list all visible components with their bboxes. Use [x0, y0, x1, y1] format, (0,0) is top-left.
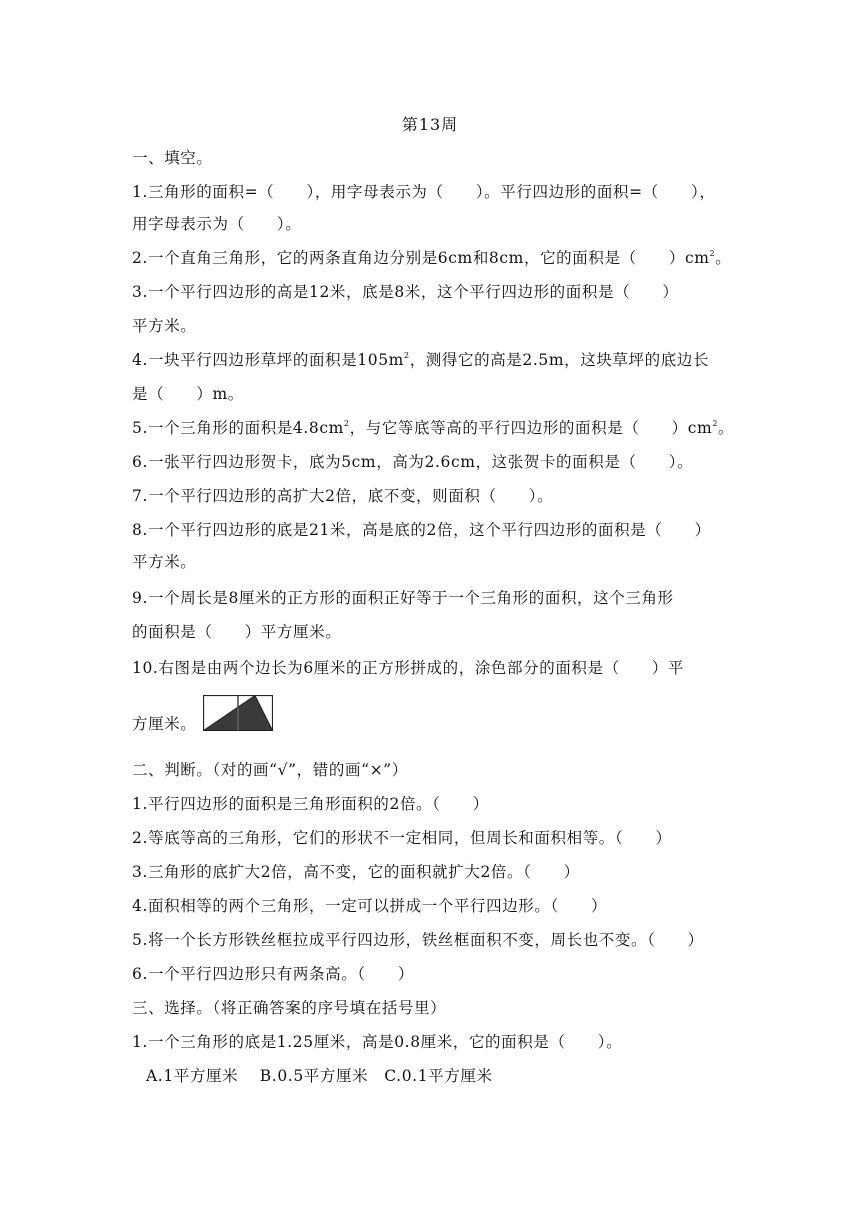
fill-q2	[132, 246, 731, 268]
fill-q5-c: 。	[718, 419, 735, 437]
fill-q3-line1: 3.一个平行四边形的高是12米，底是8米，这个平行四边形的面积是（ ）	[132, 283, 679, 301]
fill-q4-line1	[132, 348, 709, 370]
choice-q1-options: A.1平方厘米 B.0.5平方厘米 C.0.1平方厘米	[146, 1067, 493, 1085]
section-judge-heading: 二、判断。（对的画“√”，错的画“×”）	[132, 761, 408, 779]
fill-q4-b: ，测得它的高是2.5m，这块草坪的底边长	[409, 351, 710, 369]
fill-q5-sup2: 2	[712, 419, 719, 428]
page-title: 第13周	[401, 115, 459, 134]
fill-q9-line1: 9.一个周长是8厘米的正方形的面积正好等于一个三角形的面积，这个三角形	[132, 589, 674, 607]
fill-q4-a: 4.一块平行四边形草坪的面积是105m	[132, 351, 404, 369]
fill-q8-line1: 8.一个平行四边形的底是21米，高是底的2倍，这个平行四边形的面积是（ ）	[132, 521, 711, 539]
fill-q2-sup: 2	[709, 249, 716, 258]
fill-q5-b: ，与它等底等高的平行四边形的面积是（ ）cm	[349, 419, 713, 437]
fill-q5-a: 5.一个三角形的面积是4.8cm	[132, 419, 344, 437]
fill-q2-text: 2.一个直角三角形，它的两条直角边分别是6cm和8cm，它的面积是（ ）cm	[132, 249, 710, 267]
fill-q6: 6.一张平行四边形贺卡，底为5cm，高为2.6cm，这张贺卡的面积是（ ）。	[132, 453, 694, 471]
fill-q5	[132, 416, 734, 438]
fill-q5-sup1: 2	[343, 419, 350, 428]
fill-q10-line1: 10.右图是由两个边长为6厘米的正方形拼成的，涂色部分的面积是（ ）平	[132, 659, 685, 677]
fill-q3-line2: 平方米。	[132, 317, 197, 335]
judge-item-1: 1.平行四边形的面积是三角形面积的2倍。（ ）	[132, 795, 489, 813]
fill-q4-sup: 2	[403, 351, 410, 360]
fill-q1-line2: 用字母表示为（ ）。	[132, 215, 302, 233]
fill-q4-line2: 是（ ）m。	[132, 385, 244, 403]
fill-q10-line2: 方厘米。	[132, 715, 197, 733]
two-squares-shaded-figure	[203, 695, 273, 731]
fill-q7: 7.一个平行四边形的高扩大2倍，底不变，则面积（ ）。	[132, 487, 554, 505]
fill-q9-line2: 的面积是（ ）平方厘米。	[132, 623, 342, 641]
judge-item-4: 4.面积相等的两个三角形，一定可以拼成一个平行四边形。（ ）	[132, 897, 608, 915]
choice-q1: 1.一个三角形的底是1.25厘米，高是0.8厘米，它的面积是（ ）。	[132, 1033, 623, 1051]
fill-q1-line1: 1.三角形的面积=（ ），用字母表示为（ ）。平行四边形的面积=（ ），	[132, 183, 716, 201]
section-fill-heading: 一、填空。	[132, 149, 213, 167]
judge-item-6: 6.一个平行四边形只有两条高。（ ）	[132, 965, 414, 983]
fill-q2-tail: 。	[715, 249, 732, 267]
judge-item-2: 2.等底等高的三角形，它们的形状不一定相同，但周长和面积相等。（ ）	[132, 829, 672, 847]
section-choice-heading: 三、选择。（将正确答案的序号填在括号里）	[132, 999, 447, 1017]
judge-item-5: 5.将一个长方形铁丝框拉成平行四边形，铁丝框面积不变，周长也不变。（ ）	[132, 931, 704, 949]
judge-item-3: 3.三角形的底扩大2倍，高不变，它的面积就扩大2倍。（ ）	[132, 863, 580, 881]
fill-q8-line2: 平方米。	[132, 553, 197, 571]
